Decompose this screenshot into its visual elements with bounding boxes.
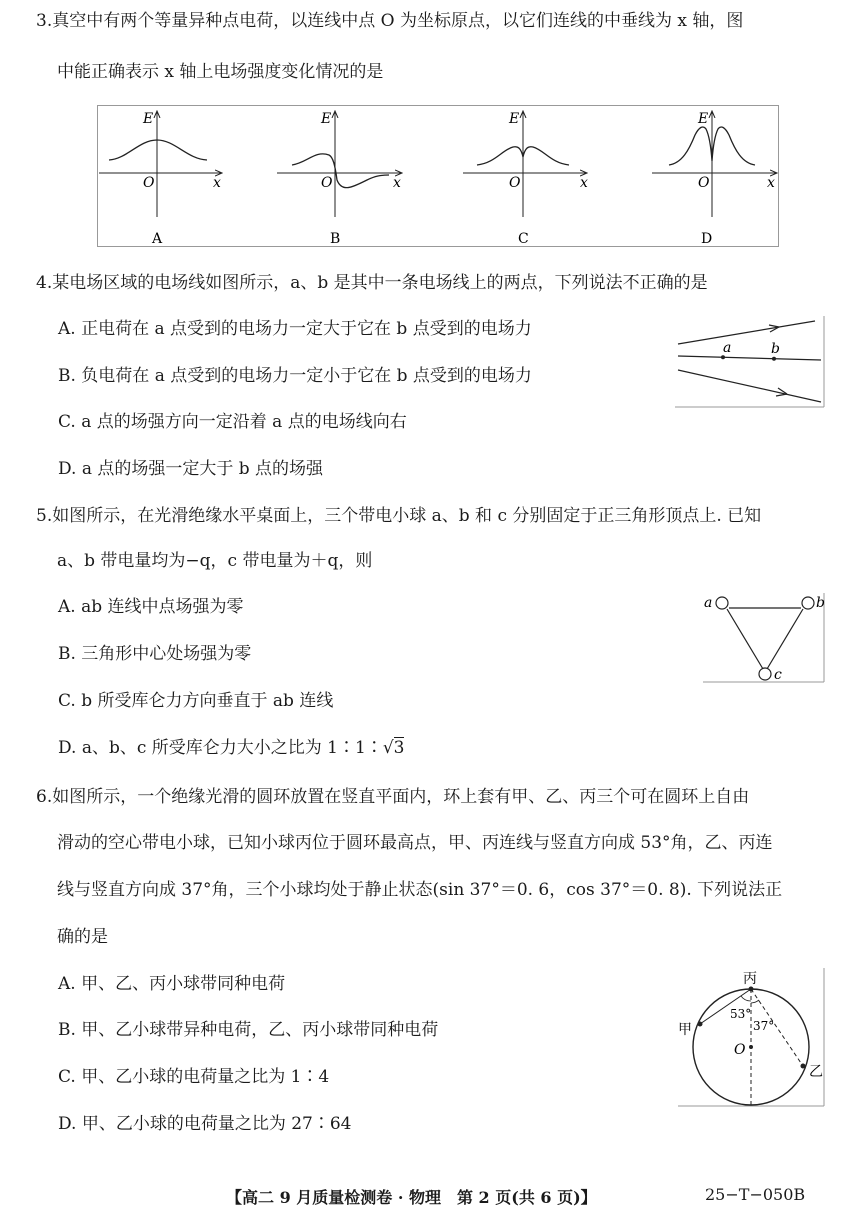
graph-a-caption: A	[152, 231, 163, 247]
q5-option-a: A. ab 连线中点场强为零	[58, 597, 244, 617]
q3-stem-line2: 中能正确表示 x 轴上电场强度变化情况的是	[57, 62, 384, 82]
q6-option-d: D. 甲、乙小球的电荷量之比为 27∶64	[58, 1114, 352, 1134]
q6-label-top: 丙	[743, 971, 757, 987]
q5-option-c: C. b 所受库仑力方向垂直于 ab 连线	[58, 691, 334, 711]
q5-option-d-root: 3	[393, 738, 405, 758]
q5-stem-line1: 5.如图所示，在光滑绝缘水平桌面上，三个带电小球 a、b 和 c 分别固定于正三角形顶点上. 已知	[36, 506, 762, 526]
q5-label-a: a	[704, 595, 713, 611]
q4-option-b: B. 负电荷在 a 点受到的电场力一定小于它在 b 点受到的电场力	[58, 366, 532, 386]
q4-field-lines-figure	[675, 316, 825, 408]
q6-label-angle1: 53°	[730, 1007, 752, 1021]
graph-b-e-label: E	[321, 111, 332, 127]
graph-c-caption: C	[518, 231, 529, 247]
graph-d-e-label: E	[698, 111, 709, 127]
graph-c-x-label: x	[580, 175, 588, 191]
graph-b	[277, 111, 402, 247]
q4-option-a: A. 正电荷在 a 点受到的电场力一定大于它在 b 点受到的电场力	[58, 319, 532, 339]
graph-c-origin: O	[509, 175, 521, 191]
q6-label-left: 甲	[678, 1022, 692, 1038]
q5-triangle-figure	[703, 593, 825, 683]
q5-label-b: b	[816, 595, 825, 611]
sqrt-symbol-icon: √	[382, 738, 394, 758]
graph-d	[652, 111, 777, 247]
q4-label-a: a	[723, 340, 732, 356]
q4-stem: 4.某电场区域的电场线如图所示，a、b 是其中一条电场线上的两点，下列说法不正确的是	[36, 273, 708, 293]
q6-option-b: B. 甲、乙小球带异种电荷，乙、丙小球带同种电荷	[58, 1020, 439, 1040]
graph-c-e-label: E	[509, 111, 520, 127]
q6-option-c: C. 甲、乙小球的电荷量之比为 1∶4	[58, 1067, 330, 1087]
q3-stem-line1: 3.真空中有两个等量异种点电荷，以连线中点 O 为坐标原点，以它们连线的中垂线为 x 轴，图	[36, 11, 744, 31]
graph-a	[99, 111, 222, 247]
q4-option-d: D. a 点的场强一定大于 b 点的场强	[58, 459, 324, 479]
q5-stem-line2: a、b 带电量均为−q，c 带电量为＋q，则	[57, 551, 373, 571]
q5-option-d	[58, 737, 404, 759]
graph-d-caption: D	[701, 231, 713, 247]
graph-c	[463, 111, 588, 247]
graph-a-e-label: E	[143, 111, 154, 127]
q4-label-b: b	[771, 341, 780, 357]
q3-graphs-figure	[97, 105, 780, 249]
graph-d-origin: O	[698, 175, 710, 191]
graph-b-caption: B	[330, 231, 341, 247]
q5-option-d-text: D. a、b、c 所受库仑力大小之比为 1∶1∶	[58, 738, 383, 758]
q4-option-c: C. a 点的场强方向一定沿着 a 点的电场线向右	[58, 412, 407, 432]
graph-a-origin: O	[143, 175, 155, 191]
q5-option-b: B. 三角形中心处场强为零	[58, 644, 252, 664]
q6-stem-line2: 滑动的空心带电小球，已知小球丙位于圆环最高点，甲、丙连线与竖直方向成 53°角，乙、丙连	[57, 833, 773, 853]
footer-code: 25−T−050B	[705, 1185, 806, 1204]
footer-title: 【高二 9 月质量检测卷 · 物理 第 2 页(共 6 页)】	[226, 1188, 597, 1207]
q5-label-c: c	[774, 667, 782, 683]
graph-b-origin: O	[321, 175, 333, 191]
q6-ring-figure	[676, 968, 826, 1110]
graph-d-x-label: x	[767, 175, 775, 191]
q6-option-a: A. 甲、乙、丙小球带同种电荷	[58, 974, 286, 994]
q6-label-center: O	[734, 1042, 746, 1058]
graph-a-x-label: x	[213, 175, 221, 191]
graph-b-x-label: x	[393, 175, 401, 191]
q6-stem-line1: 6.如图所示，一个绝缘光滑的圆环放置在竖直平面内，环上套有甲、乙、丙三个可在圆环上自由	[36, 787, 750, 807]
q6-label-right: 乙	[809, 1064, 823, 1080]
q6-stem-line4: 确的是	[57, 927, 108, 947]
q6-label-angle2: 37°	[753, 1019, 775, 1033]
q6-stem-line3: 线与竖直方向成 37°角，三个小球均处于静止状态(sin 37°＝0. 6，cos 37°＝0. 8). 下列说法正	[57, 880, 783, 900]
